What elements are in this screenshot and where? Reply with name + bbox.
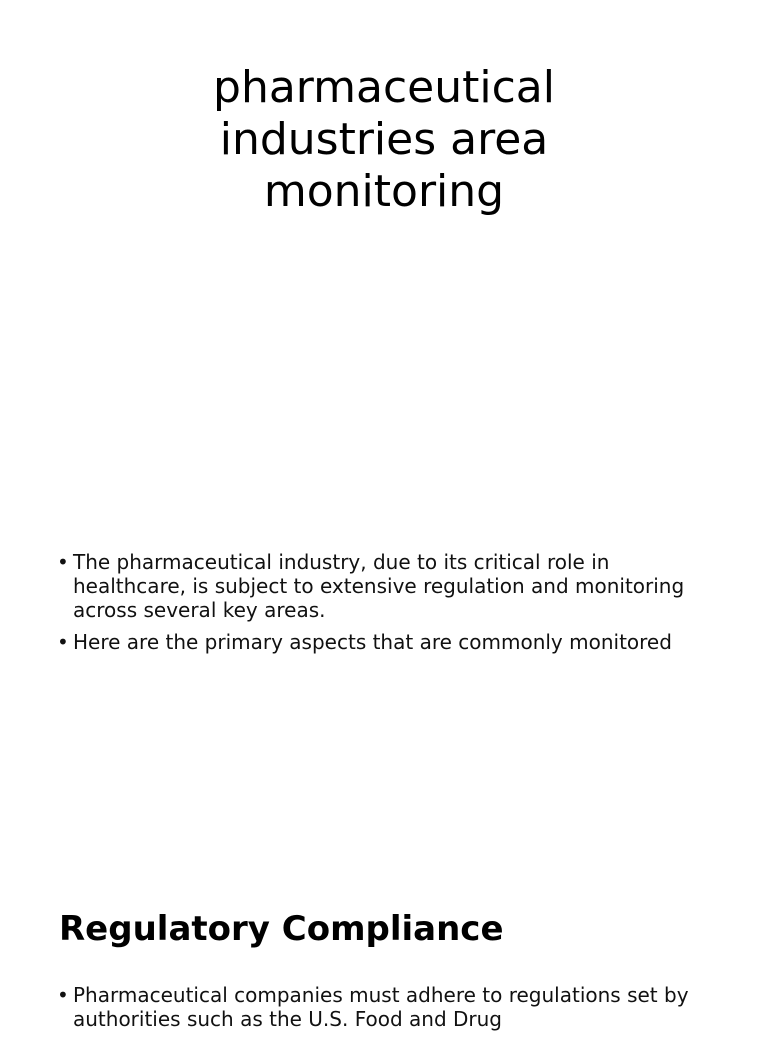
intro-bullet-list — [57, 550, 717, 662]
title-line: pharmaceutical — [213, 62, 555, 113]
title-line: monitoring — [263, 166, 505, 217]
bullet-icon: • — [57, 630, 69, 654]
regulatory-bullet-list — [57, 983, 717, 1039]
bullet-item — [57, 550, 717, 622]
title-line: industries area — [219, 114, 549, 165]
bullet-icon: • — [57, 983, 69, 1007]
slide-title — [0, 62, 768, 218]
bullet-item — [57, 630, 717, 654]
section-heading: Regulatory Compliance — [59, 909, 504, 949]
bullet-text: Here are the primary aspects that are commonly monitored — [73, 630, 672, 654]
bullet-icon: • — [57, 550, 69, 574]
bullet-text: The pharmaceutical industry, due to its critical role in healthcare, is subject to extensive regulation and monitoring across several key areas. — [73, 550, 685, 622]
bullet-text: Pharmaceutical companies must adhere to regulations set by authorities such as the U.S. Food and Drug — [73, 983, 689, 1031]
